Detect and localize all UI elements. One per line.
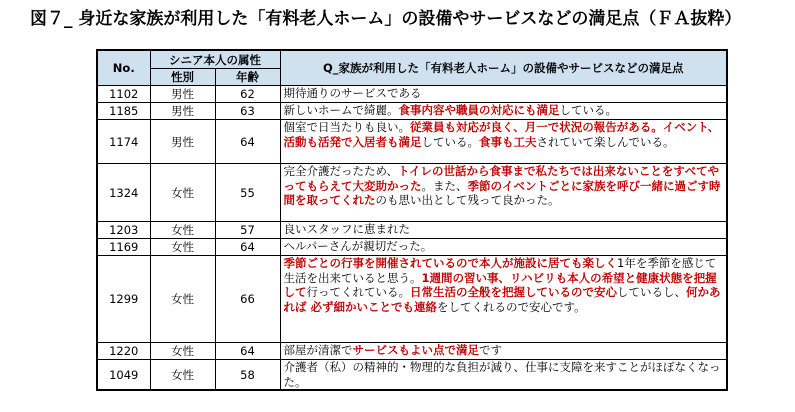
highlighted-text: 季節ごとの行事を開催されているので本人が施設に居ても楽しく bbox=[283, 256, 617, 270]
row-age: 64 bbox=[215, 239, 280, 256]
table-row bbox=[97, 86, 727, 103]
comment-text: しているし、 bbox=[617, 285, 686, 299]
row-number: 1299 bbox=[97, 256, 150, 343]
row-age: 58 bbox=[215, 360, 280, 391]
comment-text: をしてくれるので安心です。 bbox=[437, 299, 586, 314]
row-gender: 男性 bbox=[150, 103, 215, 120]
row-comment bbox=[280, 239, 727, 256]
header-gender: 性別 bbox=[150, 69, 215, 86]
row-gender: 男性 bbox=[150, 86, 215, 103]
highlighted-text: サービスもよい点で満足 bbox=[352, 343, 479, 357]
row-age: 57 bbox=[215, 222, 280, 239]
row-gender: 女性 bbox=[150, 164, 215, 222]
highlighted-text: 従業員も対応が良く、月一で状況の報告がある。イベント、活動も活発で入居者も満足 bbox=[283, 120, 720, 149]
row-number: 1203 bbox=[97, 222, 150, 239]
header-no: No. bbox=[97, 50, 150, 86]
survey-table-body bbox=[97, 86, 727, 391]
row-number: 1185 bbox=[97, 103, 150, 120]
row-comment bbox=[280, 164, 727, 222]
highlighted-text: トイレの世話から食事まで私たちでは出来ないことをすべてやってもらえて大変助かった bbox=[283, 164, 720, 193]
page-title: 図７_ 身近な家族が利用した「有料老人ホーム」の設備やサービスなどの満足点（ＦＡ抜粋） bbox=[30, 9, 742, 29]
row-gender: 女性 bbox=[150, 222, 215, 239]
survey-table bbox=[96, 49, 728, 391]
row-age: 63 bbox=[215, 103, 280, 120]
row-age: 55 bbox=[215, 164, 280, 222]
highlighted-text: 季節のイベントごとに家族を呼び一緒に過ごす時間を取ってくれた bbox=[283, 178, 721, 207]
row-gender: 女性 bbox=[150, 239, 215, 256]
comment-text: 行ってくれている。 bbox=[306, 285, 410, 299]
row-number: 1169 bbox=[97, 239, 150, 256]
row-number: 1324 bbox=[97, 164, 150, 222]
header-age: 年齢 bbox=[215, 69, 280, 86]
row-number: 1220 bbox=[97, 343, 150, 360]
row-comment bbox=[280, 222, 727, 239]
comment-text: 個室で日当たりも良い。 bbox=[283, 120, 410, 134]
comment-text: 新しいホームで綺麗。 bbox=[283, 103, 399, 117]
header-satisfaction-comment: Q_家族が利用した「有料老人ホーム」の設備やサービスなどの満足点 bbox=[280, 50, 727, 86]
comment-text: 。また、 bbox=[421, 178, 468, 193]
comment-text: のも思い出として残って良かった。 bbox=[375, 193, 560, 207]
row-age: 66 bbox=[215, 256, 280, 343]
highlighted-text: 食事内容や職員の対応にも満足 bbox=[398, 103, 560, 117]
highlighted-text: 1週間の習い事、リハビリも本人の希望と健康状態を把握して bbox=[283, 270, 717, 299]
comment-text: 良いスタッフに恵まれた bbox=[283, 222, 410, 236]
row-comment bbox=[280, 343, 727, 360]
row-age: 64 bbox=[215, 343, 280, 360]
table-row bbox=[97, 164, 727, 222]
table-row bbox=[97, 103, 727, 120]
table-row bbox=[97, 343, 727, 360]
row-number: 1102 bbox=[97, 86, 150, 103]
table-row bbox=[97, 256, 727, 343]
row-comment bbox=[280, 86, 727, 103]
comment-text: ヘルパーさんが親切だった。 bbox=[283, 239, 433, 253]
comment-text: している。 bbox=[421, 134, 479, 149]
row-comment bbox=[280, 256, 727, 343]
table-row bbox=[97, 120, 727, 164]
comment-text: 期待通りのサービスである bbox=[283, 86, 422, 100]
row-gender: 女性 bbox=[150, 256, 215, 343]
row-number: 1049 bbox=[97, 360, 150, 391]
row-gender: 女性 bbox=[150, 360, 215, 391]
comment-text: されていて楽しんでいる。 bbox=[536, 134, 675, 149]
comment-text: 完全介護だったため、 bbox=[283, 164, 399, 178]
comment-text: です bbox=[479, 343, 502, 357]
highlighted-text: 何かあれば 必ず細かいことでも連絡 bbox=[283, 285, 721, 314]
row-comment bbox=[280, 120, 727, 164]
row-age: 62 bbox=[215, 86, 280, 103]
row-comment bbox=[280, 103, 727, 120]
comment-text: 1年を季節を感じて生活を出来ていると思う。 bbox=[283, 256, 717, 285]
table-row bbox=[97, 239, 727, 256]
highlighted-text: 食事も工夫 bbox=[479, 134, 537, 149]
table-row bbox=[97, 222, 727, 239]
row-comment bbox=[280, 360, 727, 391]
row-gender: 女性 bbox=[150, 343, 215, 360]
row-gender: 男性 bbox=[150, 120, 215, 164]
header-senior-attributes: シニア本人の属性 bbox=[150, 50, 280, 69]
row-number: 1174 bbox=[97, 120, 150, 164]
table-row bbox=[97, 360, 727, 391]
comment-text: 部屋が清潔で bbox=[283, 343, 353, 357]
highlighted-text: 日常生活の全般を把握しているので安心 bbox=[410, 285, 617, 299]
comment-text: している。 bbox=[559, 103, 617, 117]
comment-text: 介護者（私）の精神的・物理的な負担が減り、仕事に支障を来すことがほぼなくなった。 bbox=[283, 360, 721, 389]
row-age: 64 bbox=[215, 120, 280, 164]
